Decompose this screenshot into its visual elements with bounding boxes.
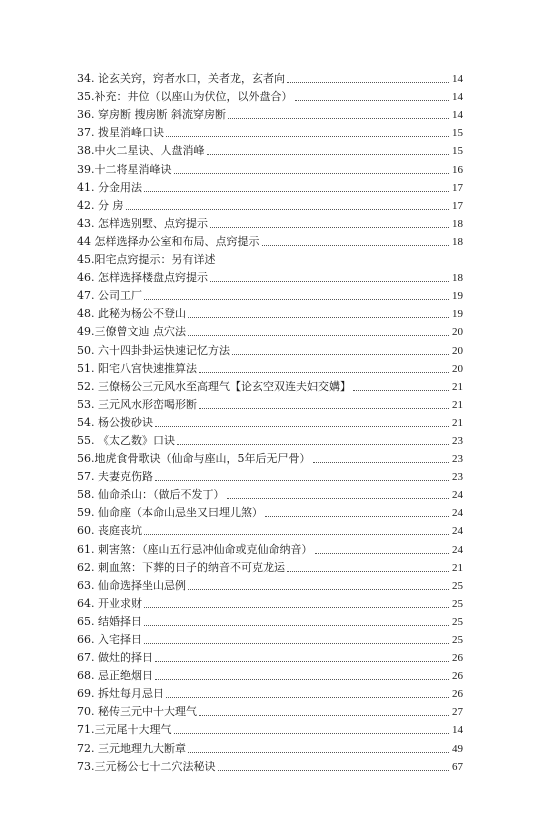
toc-entry-title: 50. 六十四卦卦运快速记忆方法 [77,343,230,357]
toc-entry-page-number: 16 [452,163,463,176]
toc-entry-title: 71.三元尾十大理气 [77,723,172,737]
dot-leader [188,752,449,753]
toc-entry[interactable] [77,249,463,267]
toc-entry-page-number: 27 [452,706,463,719]
toc-entry-title: 44 怎样选择办公室和布局、点窍提示 [77,234,260,248]
toc-entry-page-number: 23 [452,434,463,447]
toc-entry-page-number: 25 [452,615,463,628]
toc-entry-title: 56.地虎食骨歌诀（仙命与座山，5年后无尸骨） [77,452,311,466]
dot-leader [188,589,449,590]
dot-leader [207,154,450,155]
toc-entry[interactable] [77,756,463,774]
toc-entry-page-number: 19 [452,290,463,303]
toc-entry[interactable] [77,158,463,176]
toc-entry-page-number: 26 [452,688,463,701]
table-of-contents [77,68,463,774]
toc-entry-title: 58. 仙命杀山：（做后不发丁） [77,488,225,502]
toc-entry-page-number: 23 [452,453,463,466]
toc-entry[interactable] [77,448,463,466]
toc-entry[interactable] [77,538,463,556]
toc-entry-title: 51. 阳宅八宫快速推算法 [77,361,197,375]
toc-entry[interactable] [77,303,463,321]
dot-leader [144,191,449,192]
toc-entry-title: 57. 夫妻克伤路 [77,470,153,484]
toc-entry-page-number: 14 [452,73,463,86]
toc-entry-page-number: 15 [452,145,463,158]
dot-leader [265,516,449,517]
toc-entry-title: 41. 分金用法 [77,180,142,194]
toc-entry-title: 35.补充：井位（以座山为伏位，以外盘合） [77,90,293,104]
toc-entry-page-number: 15 [452,127,463,140]
toc-entry[interactable] [77,231,463,249]
toc-entry[interactable] [77,502,463,520]
toc-entry[interactable] [77,376,463,394]
toc-entry-page-number: 25 [452,634,463,646]
toc-entry[interactable] [77,647,463,665]
toc-entry-title: 62. 刺血煞：下葬的日子的纳音不可克龙运 [77,560,285,574]
toc-entry-title: 59. 仙命座（本命山忌坐又曰埋儿煞） [77,506,263,520]
dot-leader [166,136,449,137]
toc-entry-page-number: 14 [452,109,463,122]
toc-entry-title: 36. 穿房断 搜房断 斜流穿房断 [77,108,226,122]
toc-entry[interactable] [77,701,463,719]
toc-entry-title: 38.中火二星诀、人盘消峰 [77,144,205,158]
toc-entry-page-number: 26 [452,652,463,665]
toc-entry[interactable] [77,484,463,502]
toc-entry-page-number: 25 [452,579,463,592]
toc-entry-page-number: 21 [452,416,463,429]
dot-leader [144,643,449,644]
toc-entry[interactable] [77,339,463,357]
toc-entry-title: 53. 三元风水形峦喝形断 [77,397,197,411]
dot-leader [155,679,449,680]
toc-entry-title: 42. 分 房 [77,198,124,212]
toc-entry[interactable] [77,104,463,122]
dot-leader [155,661,449,662]
toc-entry-title: 65. 结婚择日 [77,614,142,628]
dot-leader [166,697,449,698]
toc-entry[interactable] [77,412,463,430]
toc-entry-page-number: 23 [452,471,463,484]
toc-entry[interactable] [77,593,463,611]
toc-entry-page-number: 17 [452,199,463,212]
toc-entry[interactable] [77,140,463,158]
toc-entry[interactable] [77,358,463,376]
toc-entry-page-number: 17 [452,181,463,194]
toc-entry[interactable] [77,267,463,285]
toc-entry[interactable] [77,575,463,593]
toc-entry-page-number: 14 [452,91,463,104]
toc-entry-page-number: 20 [452,362,463,375]
dot-leader [227,498,450,499]
dot-leader [287,82,449,83]
toc-entry-title: 55. 《太乙数》口诀 [77,433,175,447]
toc-entry-title: 52. 三僚杨公三元风水至高理气【论玄空双连夫妇交媾】 [77,379,351,393]
dot-leader [295,100,450,101]
toc-entry-title: 70. 秘传三元中十大理气 [77,705,197,719]
dot-leader [287,571,449,572]
toc-entry-title: 72. 三元地理九大断章 [77,741,186,755]
dot-leader [218,770,450,771]
dot-leader [228,118,449,119]
dot-leader [155,480,449,481]
toc-entry-title: 68. 忌正绝烟日 [77,669,153,683]
dot-leader [313,462,450,463]
toc-entry-title: 54. 杨公拨砂诀 [77,415,153,429]
dot-leader [199,408,449,409]
dot-leader [126,209,450,210]
toc-entry-title: 34. 论玄关窍，窍者水口，关者龙，玄者向 [77,72,285,86]
toc-entry[interactable] [77,195,463,213]
toc-entry-page-number: 21 [452,561,463,574]
toc-entry[interactable] [77,665,463,683]
dot-leader [353,390,449,391]
toc-entry[interactable] [77,177,463,195]
toc-entry[interactable] [77,557,463,575]
toc-entry-page-number: 67 [452,760,463,773]
toc-entry[interactable] [77,213,463,231]
toc-entry-title: 43. 怎样选别墅、点窍提示 [77,216,208,230]
toc-entry[interactable] [77,520,463,538]
toc-entry-page-number: 18 [452,235,463,248]
dot-leader [174,733,450,734]
dot-leader [144,607,449,608]
toc-entry-title: 45.阳宅点窍提示：另有详述 [77,253,216,267]
dot-leader [199,715,449,716]
toc-entry[interactable] [77,430,463,448]
toc-entry-page-number: 20 [452,344,463,357]
toc-entry[interactable] [77,321,463,339]
toc-entry[interactable] [77,737,463,755]
toc-entry-page-number: 24 [452,543,463,556]
toc-entry[interactable] [77,394,463,412]
toc-entry[interactable] [77,285,463,303]
toc-entry-title: 60. 丧庭丧坑 [77,524,142,538]
toc-entry[interactable] [77,719,463,737]
toc-entry-title: 39.十二将星消峰诀 [77,162,172,176]
toc-entry[interactable] [77,86,463,104]
dot-leader [177,444,449,445]
toc-entry[interactable] [77,629,463,647]
toc-entry[interactable] [77,611,463,629]
toc-entry-title: 49.三僚曾文辿 点穴法 [77,325,186,339]
dot-leader [144,299,449,300]
toc-entry-page-number: 24 [452,525,463,538]
toc-entry-page-number: 24 [452,507,463,520]
dot-leader [210,227,449,228]
toc-entry-page-number: 26 [452,670,463,683]
dot-leader [144,534,449,535]
dot-leader [210,281,449,282]
toc-entry-page-number: 24 [452,489,463,502]
toc-entry-title: 48. 此秘为杨公不登山 [77,307,186,321]
dot-leader [262,245,450,246]
toc-entry-title: 46. 怎样选择楼盘点窍提示 [77,271,208,285]
dot-leader [232,354,449,355]
dot-leader [155,426,449,427]
toc-entry-page-number: 18 [452,217,463,230]
toc-entry-title: 66. 入宅择日 [77,633,142,646]
toc-entry-title: 37. 拨星消峰口诀 [77,126,164,140]
toc-entry[interactable] [77,683,463,701]
toc-entry-title: 64. 开业求财 [77,596,142,610]
toc-entry-page-number: 19 [452,308,463,321]
toc-entry-title: 67. 做灶的择日 [77,651,153,665]
dot-leader [174,173,450,174]
toc-entry-page-number: 18 [452,272,463,285]
toc-entry-title: 69. 拆灶每月忌日 [77,687,164,701]
toc-entry-page-number: 20 [452,326,463,339]
dot-leader [144,625,449,626]
toc-entry-page-number: 25 [452,597,463,610]
toc-entry[interactable] [77,68,463,86]
toc-entry-page-number: 21 [452,380,463,393]
toc-entry[interactable] [77,122,463,140]
dot-leader [315,553,450,554]
dot-leader [188,335,449,336]
toc-entry-title: 61. 刺害煞：（座山五行忌冲仙命或克仙命纳音） [77,542,313,556]
toc-entry-page-number: 21 [452,398,463,411]
toc-entry-page-number: 49 [452,742,463,755]
toc-entry[interactable] [77,466,463,484]
toc-entry-title: 47. 公司工厂 [77,289,142,303]
dot-leader [188,317,449,318]
toc-entry-title: 63. 仙命选择坐山忌例 [77,578,186,592]
toc-entry-page-number: 14 [452,724,463,737]
toc-entry-title: 73.三元杨公七十二穴法秘诀 [77,759,216,773]
dot-leader [199,372,449,373]
